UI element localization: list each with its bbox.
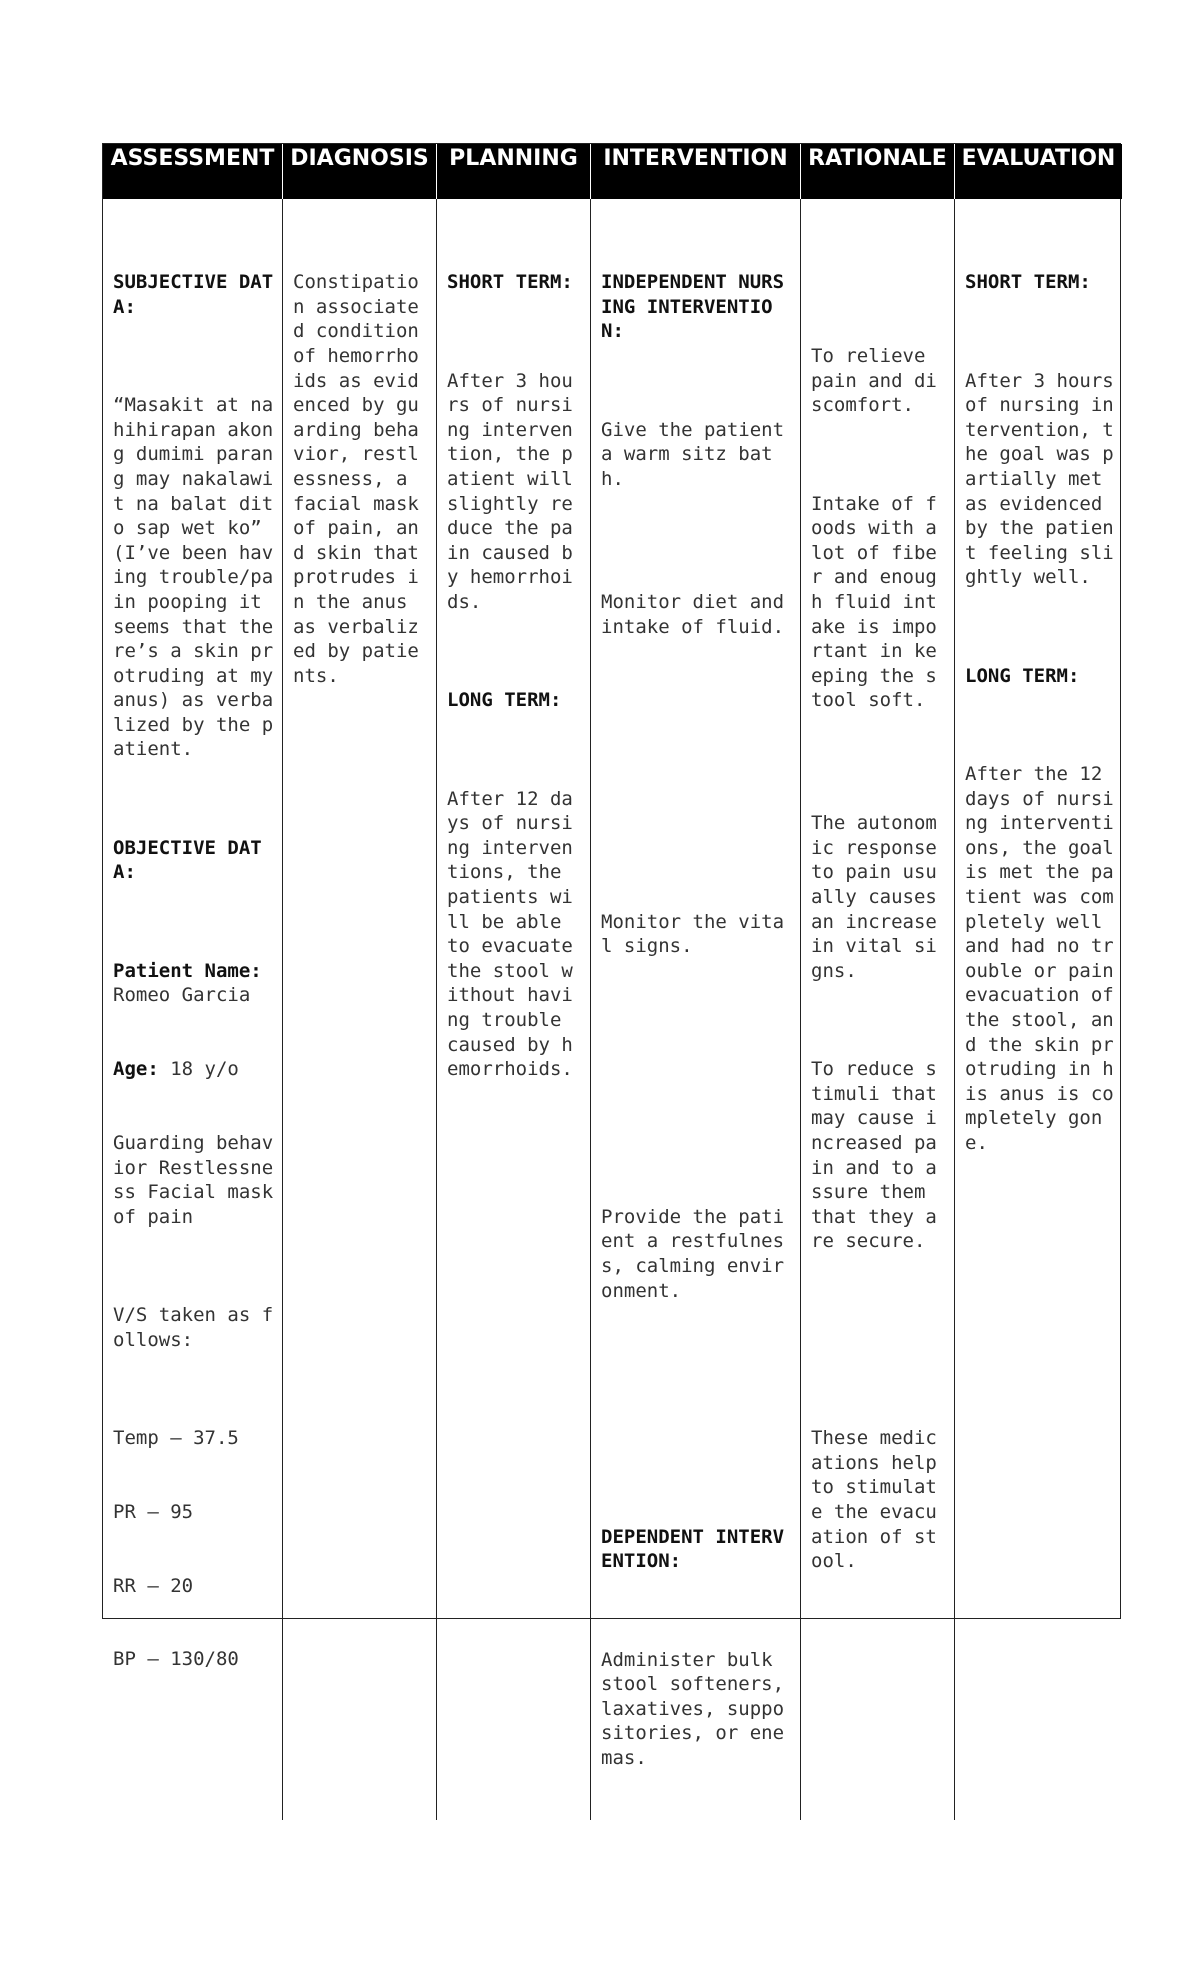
age-label: Age: [113, 1058, 159, 1081]
rationale-item: To reduce stimuli that may cause increased pain and to assure them that they are secure. [811, 1058, 949, 1253]
rationale-item: The autonomic response to pain usually causes an increase in vital signs. [811, 812, 949, 982]
subjective-data-label: SUBJECTIVE DATA: [113, 271, 274, 318]
header-intervention: INTERVENTION [590, 144, 800, 199]
header-diagnosis: DIAGNOSIS [282, 144, 436, 199]
patient-age-line [113, 1057, 274, 1082]
header-assessment: ASSESSMENT [103, 144, 282, 199]
patient-name-label: Patient Name: [113, 959, 262, 982]
header-rationale: RATIONALE [800, 144, 954, 199]
header-planning: PLANNING [436, 144, 590, 199]
vital-sign-pr: PR – 95 [113, 1500, 194, 1523]
objective-data-label: OBJECTIVE DATA: [113, 836, 262, 884]
rationale-item: These medications help to stimulate the evacuation of stool. [811, 1427, 949, 1573]
patient-age: 18 y/o [158, 1058, 239, 1081]
header-evaluation: EVALUATION [954, 144, 1122, 199]
evaluation-cell [954, 199, 1126, 1820]
vital-sign-bp: BP – 130/80 [113, 1648, 239, 1671]
patient-name: Romeo Garcia [113, 959, 274, 1007]
planning-long-term-text: After 12 days of nursing interventions, the patients will be able to evacuate the stool without having trouble caused by hemorrhoids. [447, 787, 585, 1081]
rationale-item: Intake of foods with a lot of fiber and enough fluid intake is important in keeping the stool soft. [811, 492, 949, 712]
planning-short-term-text: After 3 hours of nursing intervention, the patient will slightly reduce the pain caused by hemorrhoids. [447, 369, 585, 613]
vital-sign-temp: Temp – 37.5 [113, 1427, 239, 1450]
independent-intervention-label: INDEPENDENT NURSING INTERVENTION: [601, 271, 785, 343]
objective-findings: Guarding behavior Restlessness Facial mask of pain [113, 1131, 285, 1228]
intervention-item: Give the patient a warm sitz bath. [601, 418, 796, 490]
nursing-care-plan-table [102, 143, 1126, 1769]
intervention-item: Monitor diet and intake of fluid. [601, 590, 796, 638]
vital-signs-intro: V/S taken as follows: [113, 1304, 274, 1351]
planning-long-term-label: LONG TERM: [447, 689, 562, 712]
rationale-cell [800, 199, 954, 1820]
intervention-cell [590, 199, 800, 1820]
intervention-item: Administer bulk stool softeners, laxatives, suppositories, or enemas. [601, 1648, 796, 1769]
vital-sign-rr: RR – 20 [113, 1574, 194, 1597]
rationale-item: To relieve pain and discomfort. [811, 344, 937, 417]
evaluation-long-term-label: LONG TERM: [965, 664, 1080, 687]
evaluation-short-term-text: After 3 hours of nursing intervention, the goal was partially met as evidenced by the patient feeling slightly well. [965, 369, 1126, 589]
intervention-item: Monitor the vital signs. [601, 910, 785, 958]
dependent-intervention-label: DEPENDENT INTERVENTION: [601, 1525, 785, 1573]
diagnosis-text: Constipation associated condition of hemorrhoids as evidenced by guarding behavior, restlessness, a facial mask of pain, and skin that protrudes in the anus as verbalized by patients. [293, 271, 431, 687]
patient-info [113, 959, 274, 1008]
assessment-cell [103, 199, 285, 1820]
evaluation-long-term-text: After the 12 days of nursing interventions, the goal is met the patient was completely well and had no trouble or pain evacuation of the stool, and the skin protruding in his anus is completely gone. [965, 763, 1126, 1154]
evaluation-short-term-label: SHORT TERM: [965, 271, 1091, 294]
diagnosis-cell [282, 199, 436, 1820]
subjective-data-text: “Masakit at nahihirapan akong dumimi parang may nakalawit na balat dito sap wet ko” (I’ve been having trouble/pain pooping it seems that there’s a skin protruding at my anus) as verbalized by the patient. [113, 394, 285, 761]
planning-short-term-label: SHORT TERM: [447, 271, 573, 294]
planning-cell [436, 199, 590, 1820]
intervention-item: Provide the patient a restfulness, calming environment. [601, 1205, 785, 1302]
